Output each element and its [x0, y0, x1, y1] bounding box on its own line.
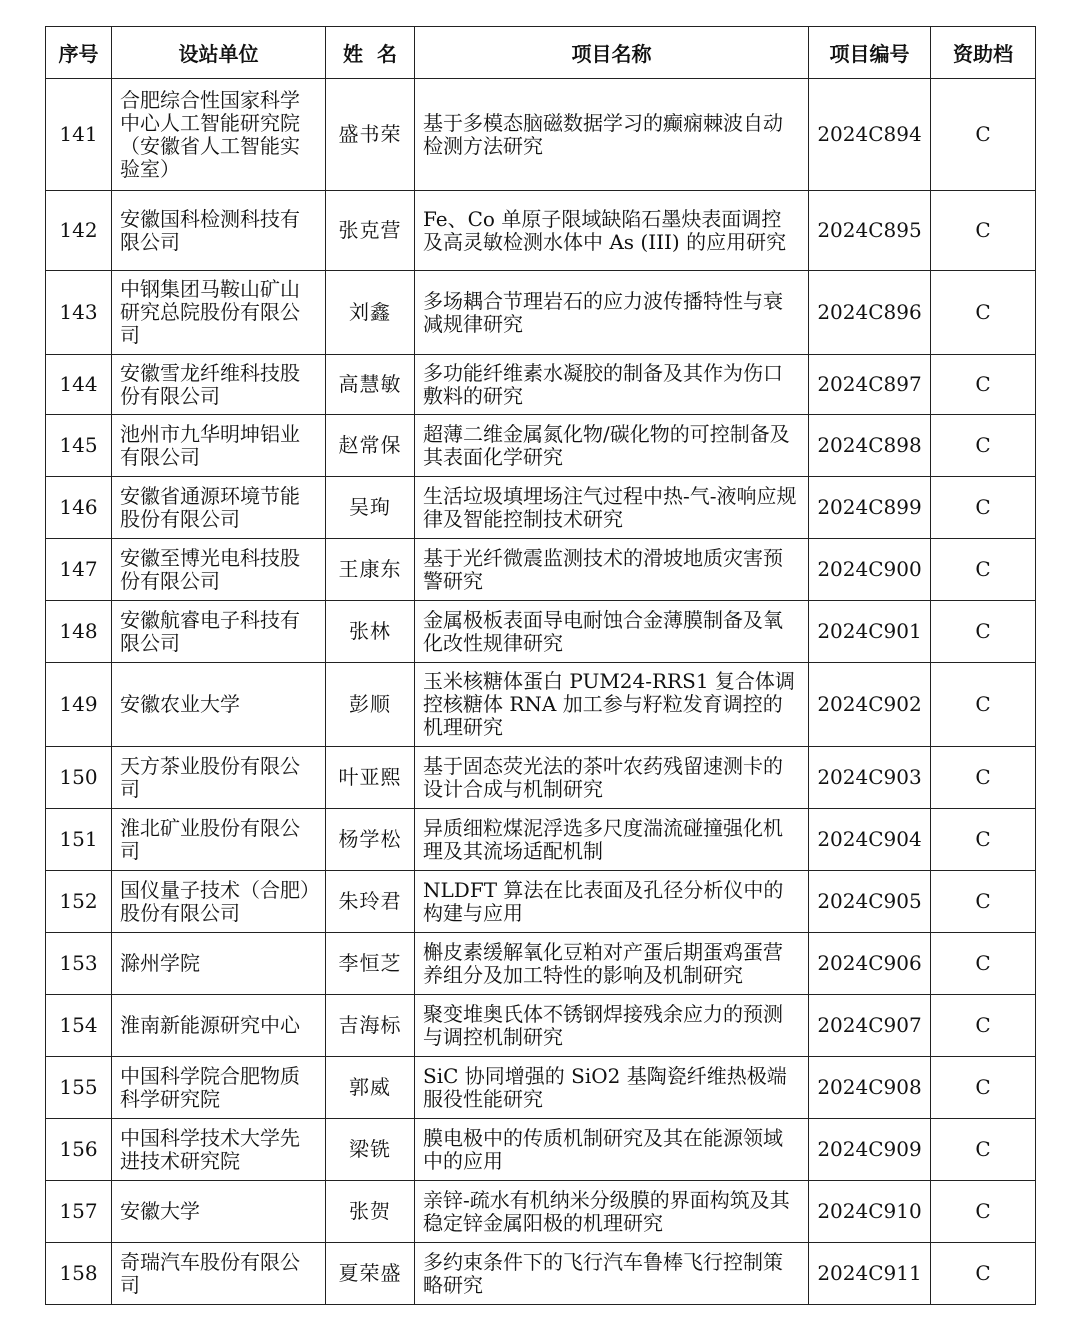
header-name: 姓 名 [326, 27, 415, 79]
cell-name: 李恒芝 [326, 933, 415, 995]
cell-title: 膜电极中的传质机制研究及其在能源领域中的应用 [415, 1119, 809, 1181]
cell-name: 彭顺 [326, 663, 415, 747]
cell-unit: 安徽省通源环境节能股份有限公司 [112, 477, 326, 539]
cell-code: 2024C900 [809, 539, 931, 601]
cell-no: 157 [46, 1181, 112, 1243]
cell-code: 2024C896 [809, 271, 931, 355]
table-row [46, 1243, 1036, 1305]
cell-no: 146 [46, 477, 112, 539]
cell-title: 多功能纤维素水凝胶的制备及其作为伤口敷料的研究 [415, 355, 809, 415]
cell-name: 张贺 [326, 1181, 415, 1243]
cell-name: 王康东 [326, 539, 415, 601]
table-row [46, 355, 1036, 415]
cell-no: 150 [46, 747, 112, 809]
cell-title: 基于多模态脑磁数据学习的癫痫棘波自动检测方法研究 [415, 79, 809, 191]
cell-code: 2024C905 [809, 871, 931, 933]
table-row [46, 747, 1036, 809]
cell-grade: C [931, 355, 1036, 415]
cell-title: 生活垃圾填埋场注气过程中热-气-液响应规律及智能控制技术研究 [415, 477, 809, 539]
cell-grade: C [931, 871, 1036, 933]
cell-no: 148 [46, 601, 112, 663]
table-row [46, 871, 1036, 933]
table-row [46, 601, 1036, 663]
header-grade: 资助档 [931, 27, 1036, 79]
cell-no: 158 [46, 1243, 112, 1305]
cell-title: 基于光纤微震监测技术的滑坡地质灾害预警研究 [415, 539, 809, 601]
cell-code: 2024C899 [809, 477, 931, 539]
cell-grade: C [931, 477, 1036, 539]
cell-grade: C [931, 271, 1036, 355]
cell-unit: 国仪量子技术（合肥）股份有限公司 [112, 871, 326, 933]
cell-code: 2024C909 [809, 1119, 931, 1181]
cell-unit: 池州市九华明坤铝业有限公司 [112, 415, 326, 477]
cell-name: 高慧敏 [326, 355, 415, 415]
cell-unit: 天方茶业股份有限公司 [112, 747, 326, 809]
cell-no: 151 [46, 809, 112, 871]
cell-unit: 安徽农业大学 [112, 663, 326, 747]
cell-name: 刘鑫 [326, 271, 415, 355]
cell-title: 多场耦合节理岩石的应力波传播特性与衰减规律研究 [415, 271, 809, 355]
header-no: 序号 [46, 27, 112, 79]
cell-unit: 合肥综合性国家科学中心人工智能研究院（安徽省人工智能实验室） [112, 79, 326, 191]
cell-title: 异质细粒煤泥浮选多尺度湍流碰撞强化机理及其流场适配机制 [415, 809, 809, 871]
cell-unit: 安徽雪龙纤维科技股份有限公司 [112, 355, 326, 415]
cell-name: 叶亚熙 [326, 747, 415, 809]
cell-no: 141 [46, 79, 112, 191]
cell-grade: C [931, 1243, 1036, 1305]
cell-unit: 安徽航睿电子科技有限公司 [112, 601, 326, 663]
cell-grade: C [931, 747, 1036, 809]
cell-no: 155 [46, 1057, 112, 1119]
cell-unit: 安徽大学 [112, 1181, 326, 1243]
cell-name: 赵常保 [326, 415, 415, 477]
cell-unit: 安徽至博光电科技股份有限公司 [112, 539, 326, 601]
cell-code: 2024C897 [809, 355, 931, 415]
cell-title: 玉米核糖体蛋白 PUM24-RRS1 复合体调控核糖体 RNA 加工参与籽粒发育调控的机理研究 [415, 663, 809, 747]
table-row [46, 191, 1036, 271]
table-row [46, 1057, 1036, 1119]
cell-code: 2024C895 [809, 191, 931, 271]
table-row [46, 995, 1036, 1057]
table-row [46, 933, 1036, 995]
cell-name: 张林 [326, 601, 415, 663]
cell-no: 143 [46, 271, 112, 355]
cell-grade: C [931, 809, 1036, 871]
cell-unit: 淮南新能源研究中心 [112, 995, 326, 1057]
cell-grade: C [931, 415, 1036, 477]
cell-grade: C [931, 1181, 1036, 1243]
cell-title: 亲锌-疏水有机纳米分级膜的界面构筑及其稳定锌金属阳极的机理研究 [415, 1181, 809, 1243]
cell-unit: 中国科学技术大学先进技术研究院 [112, 1119, 326, 1181]
cell-code: 2024C902 [809, 663, 931, 747]
cell-title: 聚变堆奥氏体不锈钢焊接残余应力的预测与调控机制研究 [415, 995, 809, 1057]
header-unit: 设站单位 [112, 27, 326, 79]
cell-unit: 安徽国科检测科技有限公司 [112, 191, 326, 271]
table-row [46, 79, 1036, 191]
cell-name: 梁铣 [326, 1119, 415, 1181]
cell-title: 槲皮素缓解氧化豆粕对产蛋后期蛋鸡蛋营养组分及加工特性的影响及机制研究 [415, 933, 809, 995]
cell-title: Fe、Co 单原子限域缺陷石墨炔表面调控及高灵敏检测水体中 As (III) 的应用研究 [415, 191, 809, 271]
cell-title: 多约束条件下的飞行汽车鲁棒飞行控制策略研究 [415, 1243, 809, 1305]
cell-name: 郭威 [326, 1057, 415, 1119]
cell-unit: 奇瑞汽车股份有限公司 [112, 1243, 326, 1305]
table-row [46, 1119, 1036, 1181]
funding-table [45, 26, 1036, 1305]
cell-code: 2024C894 [809, 79, 931, 191]
table-row [46, 809, 1036, 871]
cell-title: 金属极板表面导电耐蚀合金薄膜制备及氧化改性规律研究 [415, 601, 809, 663]
cell-title: 超薄二维金属氮化物/碳化物的可控制备及其表面化学研究 [415, 415, 809, 477]
table-row [46, 663, 1036, 747]
cell-title: 基于固态荧光法的茶叶农药残留速测卡的设计合成与机制研究 [415, 747, 809, 809]
cell-code: 2024C907 [809, 995, 931, 1057]
cell-name: 朱玲君 [326, 871, 415, 933]
table-row [46, 271, 1036, 355]
cell-no: 152 [46, 871, 112, 933]
cell-no: 142 [46, 191, 112, 271]
cell-unit: 中钢集团马鞍山矿山研究总院股份有限公司 [112, 271, 326, 355]
cell-unit: 滁州学院 [112, 933, 326, 995]
cell-grade: C [931, 79, 1036, 191]
cell-title: NLDFT 算法在比表面及孔径分析仪中的构建与应用 [415, 871, 809, 933]
header-row [46, 27, 1036, 79]
cell-code: 2024C908 [809, 1057, 931, 1119]
cell-name: 盛书荣 [326, 79, 415, 191]
cell-code: 2024C911 [809, 1243, 931, 1305]
cell-name: 张克营 [326, 191, 415, 271]
table-row [46, 415, 1036, 477]
cell-grade: C [931, 933, 1036, 995]
cell-code: 2024C903 [809, 747, 931, 809]
header-code: 项目编号 [809, 27, 931, 79]
cell-name: 吴珣 [326, 477, 415, 539]
table-row [46, 477, 1036, 539]
cell-code: 2024C898 [809, 415, 931, 477]
table-row [46, 1181, 1036, 1243]
header-title: 项目名称 [415, 27, 809, 79]
cell-no: 145 [46, 415, 112, 477]
cell-no: 156 [46, 1119, 112, 1181]
cell-grade: C [931, 1119, 1036, 1181]
cell-unit: 淮北矿业股份有限公司 [112, 809, 326, 871]
cell-code: 2024C901 [809, 601, 931, 663]
cell-no: 144 [46, 355, 112, 415]
cell-no: 147 [46, 539, 112, 601]
cell-code: 2024C904 [809, 809, 931, 871]
cell-grade: C [931, 191, 1036, 271]
cell-no: 153 [46, 933, 112, 995]
cell-name: 吉海标 [326, 995, 415, 1057]
cell-grade: C [931, 539, 1036, 601]
table-body [46, 79, 1036, 1305]
cell-name: 夏荣盛 [326, 1243, 415, 1305]
cell-grade: C [931, 601, 1036, 663]
cell-code: 2024C910 [809, 1181, 931, 1243]
cell-grade: C [931, 995, 1036, 1057]
cell-title: SiC 协同增强的 SiO2 基陶瓷纤维热极端服役性能研究 [415, 1057, 809, 1119]
cell-no: 154 [46, 995, 112, 1057]
cell-grade: C [931, 663, 1036, 747]
cell-code: 2024C906 [809, 933, 931, 995]
table-row [46, 539, 1036, 601]
cell-no: 149 [46, 663, 112, 747]
cell-grade: C [931, 1057, 1036, 1119]
cell-unit: 中国科学院合肥物质科学研究院 [112, 1057, 326, 1119]
cell-name: 杨学松 [326, 809, 415, 871]
